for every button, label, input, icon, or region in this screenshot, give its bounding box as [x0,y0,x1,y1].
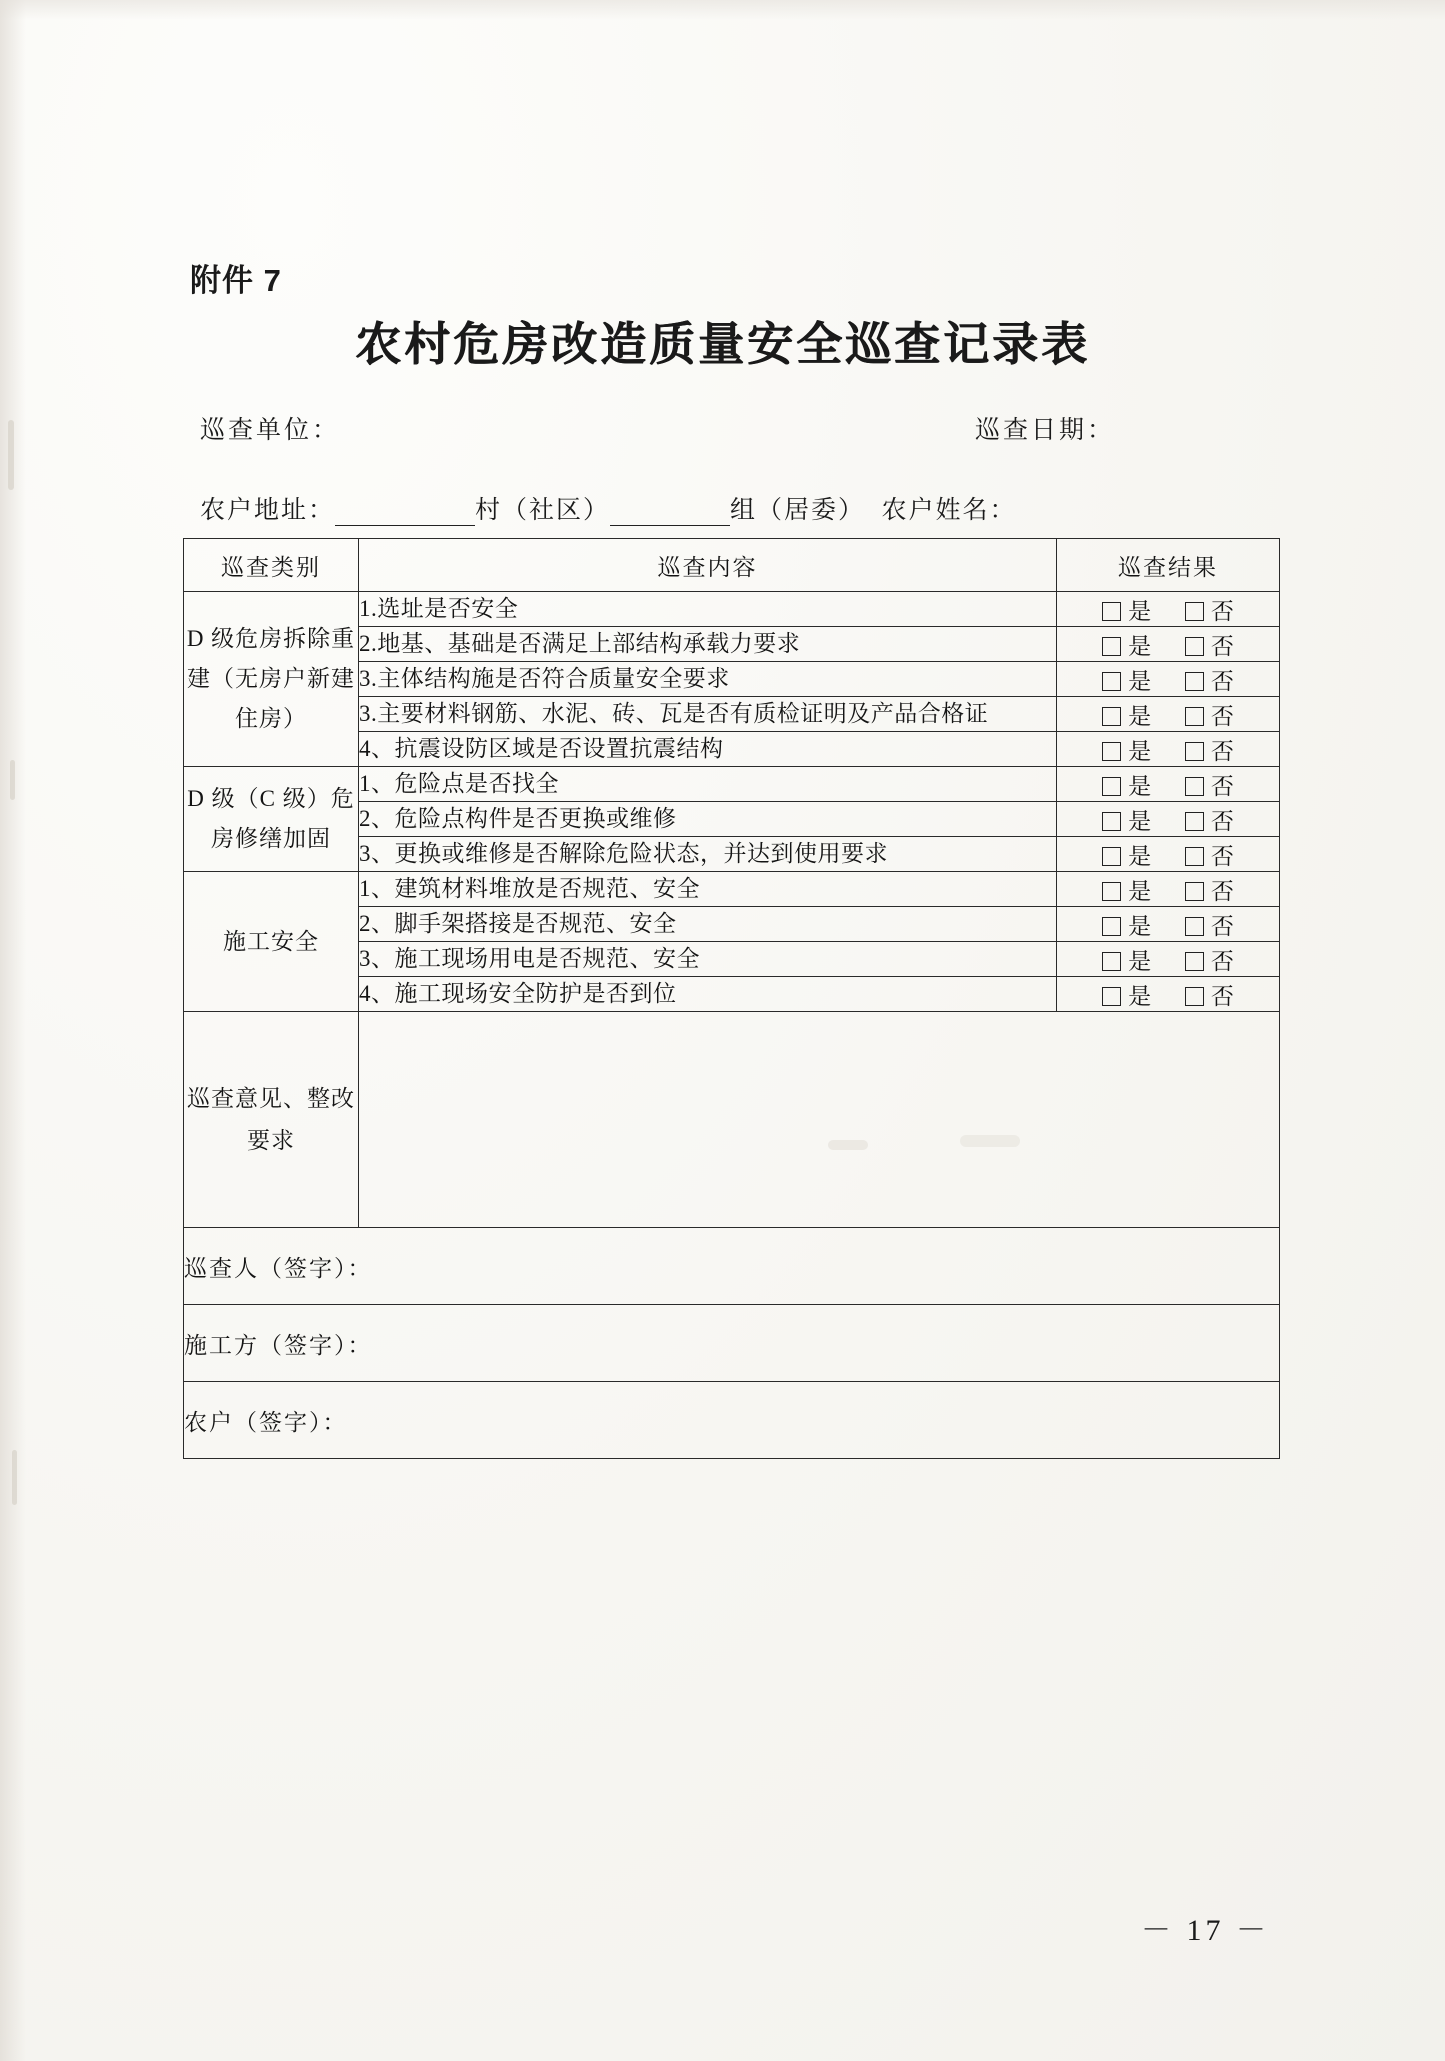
checkbox-option-no[interactable] [1185,838,1234,871]
inspect-date-field [975,410,1115,446]
item-label: 3.主要材料钢筋、水泥、砖、瓦是否有质检证明及产品合格证 [359,697,1057,732]
signature-row-household [184,1382,1280,1459]
checkbox-icon[interactable] [1185,672,1204,691]
household-address-line [200,490,1017,526]
item-label: 3、施工现场用电是否规范、安全 [359,942,1057,977]
checkbox-icon[interactable] [1102,882,1121,901]
result-cell[interactable] [1057,627,1280,662]
option-yes-label: 是 [1128,843,1152,869]
checkbox-option-no[interactable] [1185,943,1234,976]
checkbox-icon[interactable] [1102,812,1121,831]
checkbox-option-yes[interactable] [1102,838,1151,871]
attachment-label: 附件 7 [190,263,282,298]
checkbox-icon[interactable] [1185,602,1204,621]
option-no-label: 否 [1210,843,1234,869]
checkbox-icon[interactable] [1185,707,1204,726]
item-label: 2、危险点构件是否更换或维修 [359,802,1057,837]
option-no-label: 否 [1210,983,1234,1009]
checkbox-option-yes[interactable] [1102,803,1151,836]
item-label: 3.主体结构施是否符合质量安全要求 [359,662,1057,697]
checkbox-option-yes[interactable] [1102,663,1151,696]
checkbox-option-no[interactable] [1185,803,1234,836]
checkbox-icon[interactable] [1185,742,1204,761]
option-no-label: 否 [1210,633,1234,659]
item-label: 2、脚手架搭接是否规范、安全 [359,907,1057,942]
checkbox-option-no[interactable] [1185,663,1234,696]
option-no-label: 否 [1210,808,1234,834]
address-blank-village[interactable] [335,525,475,526]
result-cell[interactable] [1057,767,1280,802]
opinion-label: 巡查意见、整改要求 [184,1012,359,1228]
opinion-value[interactable] [359,1012,1280,1228]
checkbox-option-yes[interactable] [1102,943,1151,976]
inspect-unit-label: 巡查单位： [200,417,341,444]
option-yes-label: 是 [1128,738,1152,764]
checkbox-option-yes[interactable] [1102,978,1151,1011]
option-no-label: 否 [1210,773,1234,799]
result-cell[interactable] [1057,872,1280,907]
scan-artifact [12,1450,17,1505]
option-yes-label: 是 [1128,878,1152,904]
table-row [184,767,1280,802]
address-group-suffix: 组（居委） [730,497,866,524]
result-cell[interactable] [1057,942,1280,977]
column-header-category: 巡查类别 [184,539,359,592]
signature-row-inspector [184,1228,1280,1305]
checkbox-option-no[interactable] [1185,768,1234,801]
result-cell[interactable] [1057,662,1280,697]
category-cell-construction-safety: 施工安全 [184,872,359,1012]
address-blank-group[interactable] [610,525,730,526]
checkbox-icon[interactable] [1185,812,1204,831]
checkbox-option-no[interactable] [1185,873,1234,906]
checkbox-icon[interactable] [1185,952,1204,971]
checkbox-option-no[interactable] [1185,733,1234,766]
checkbox-icon[interactable] [1102,672,1121,691]
item-label: 1、建筑材料堆放是否规范、安全 [359,872,1057,907]
checkbox-option-yes[interactable] [1102,593,1151,626]
page-number: － 17 － [1141,1914,1270,1947]
opinion-row [184,1012,1280,1228]
checkbox-icon[interactable] [1185,882,1204,901]
item-label: 1.选址是否安全 [359,592,1057,627]
result-cell[interactable] [1057,837,1280,872]
option-no-label: 否 [1210,598,1234,624]
checkbox-icon[interactable] [1185,637,1204,656]
table-header-row [184,539,1280,592]
checkbox-icon[interactable] [1102,707,1121,726]
signature-row-contractor [184,1305,1280,1382]
checkbox-option-yes[interactable] [1102,698,1151,731]
option-yes-label: 是 [1128,913,1152,939]
address-label: 农户地址： [200,497,336,524]
page-edge-shadow-top [0,0,1445,20]
result-cell[interactable] [1057,802,1280,837]
result-cell[interactable] [1057,592,1280,627]
signature-contractor-label[interactable]: 施工方（签字）： [184,1305,1280,1382]
scan-artifact [10,760,15,800]
household-name-label: 农户姓名： [881,497,1017,524]
result-cell[interactable] [1057,697,1280,732]
result-cell[interactable] [1057,907,1280,942]
checkbox-icon[interactable] [1185,777,1204,796]
column-header-result: 巡查结果 [1057,539,1280,592]
option-yes-label: 是 [1128,773,1152,799]
option-no-label: 否 [1210,738,1234,764]
signature-household-label[interactable]: 农户（签字）： [184,1382,1280,1459]
item-label: 4、抗震设防区域是否设置抗震结构 [359,732,1057,767]
checkbox-option-no[interactable] [1185,908,1234,941]
checkbox-icon[interactable] [1102,847,1121,866]
inspect-unit-field [200,410,340,446]
checkbox-icon[interactable] [1185,917,1204,936]
table-row [184,872,1280,907]
option-yes-label: 是 [1128,808,1152,834]
option-yes-label: 是 [1128,668,1152,694]
checkbox-icon[interactable] [1185,847,1204,866]
option-no-label: 否 [1210,948,1234,974]
option-no-label: 否 [1210,913,1234,939]
category-cell-repair: D 级（C 级）危房修缮加固 [184,767,359,872]
table-row [184,592,1280,627]
checkbox-icon[interactable] [1102,777,1121,796]
checkbox-option-no[interactable] [1185,978,1234,1011]
result-cell[interactable] [1057,732,1280,767]
checkbox-icon[interactable] [1102,637,1121,656]
option-yes-label: 是 [1128,948,1152,974]
checkbox-option-no[interactable] [1185,698,1234,731]
option-no-label: 否 [1210,668,1234,694]
checkbox-option-yes[interactable] [1102,908,1151,941]
checkbox-option-yes[interactable] [1102,768,1151,801]
inspection-table [183,538,1280,1459]
checkbox-icon[interactable] [1102,742,1121,761]
item-label: 3、更换或维修是否解除危险状态，并达到使用要求 [359,837,1057,872]
option-yes-label: 是 [1128,703,1152,729]
signature-inspector-label[interactable]: 巡查人（签字）： [184,1228,1280,1305]
option-yes-label: 是 [1128,983,1152,1009]
result-cell[interactable] [1057,977,1280,1012]
checkbox-icon[interactable] [1102,917,1121,936]
option-yes-label: 是 [1128,633,1152,659]
checkbox-icon[interactable] [1102,952,1121,971]
checkbox-option-no[interactable] [1185,628,1234,661]
checkbox-icon[interactable] [1102,602,1121,621]
option-yes-label: 是 [1128,598,1152,624]
inspect-date-label: 巡查日期： [975,417,1116,444]
item-label: 1、危险点是否找全 [359,767,1057,802]
checkbox-icon[interactable] [1102,987,1121,1006]
checkbox-icon[interactable] [1185,987,1204,1006]
item-label: 2.地基、基础是否满足上部结构承载力要求 [359,627,1057,662]
address-village-suffix: 村（社区） [475,497,611,524]
option-no-label: 否 [1210,703,1234,729]
item-label: 4、施工现场安全防护是否到位 [359,977,1057,1012]
checkbox-option-yes[interactable] [1102,873,1151,906]
checkbox-option-yes[interactable] [1102,733,1151,766]
page-title: 农村危房改造质量安全巡查记录表 [355,319,1090,370]
checkbox-option-no[interactable] [1185,593,1234,626]
option-no-label: 否 [1210,878,1234,904]
checkbox-option-yes[interactable] [1102,628,1151,661]
column-header-content: 巡查内容 [359,539,1057,592]
category-cell-rebuild: D 级危房拆除重建（无房户新建住房） [184,592,359,767]
scan-artifact [8,420,14,490]
